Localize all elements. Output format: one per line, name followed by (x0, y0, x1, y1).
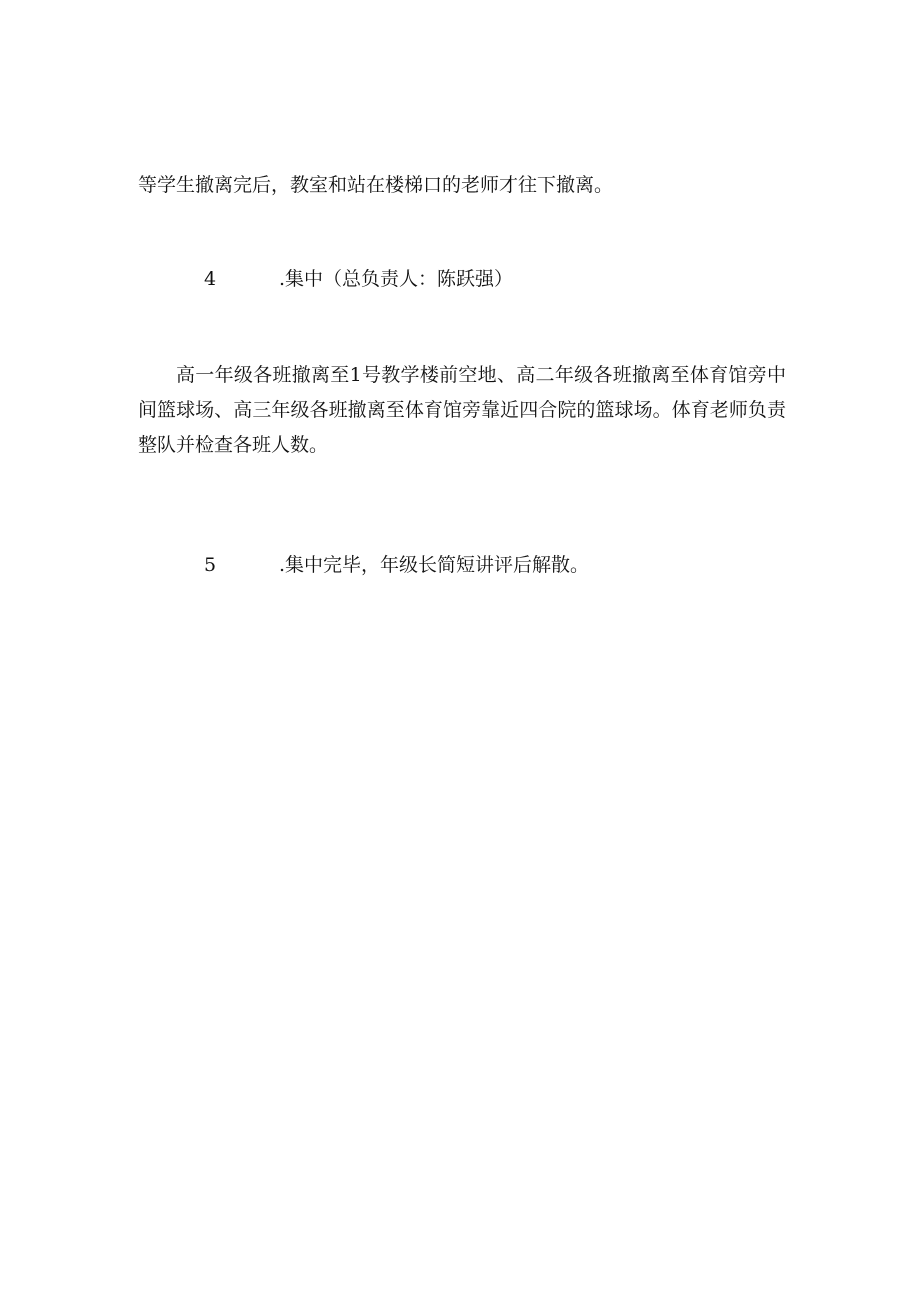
list-item-text: .集中（总负责人：陈跃强） (279, 268, 514, 290)
list-item-text: .集中完毕，年级长简短讲评后解散。 (279, 554, 590, 576)
paragraph-assembly-locations: 高一年级各班撤离至1号教学楼前空地、高二年级各班撤离至体育馆旁中间篮球场、高三年级各班撤离至体育馆旁靠近四合院的篮球场。体育老师负责整队并检查各班人数。 (138, 364, 786, 456)
list-item-4 (138, 262, 786, 297)
list-item-number: 4 (204, 268, 217, 290)
paragraph-evacuation-order: 等学生撤离完后，教室和站在楼梯口的老师才往下撤离。 (138, 174, 614, 196)
list-item-number: 5 (204, 554, 217, 576)
list-item-5 (138, 548, 786, 583)
